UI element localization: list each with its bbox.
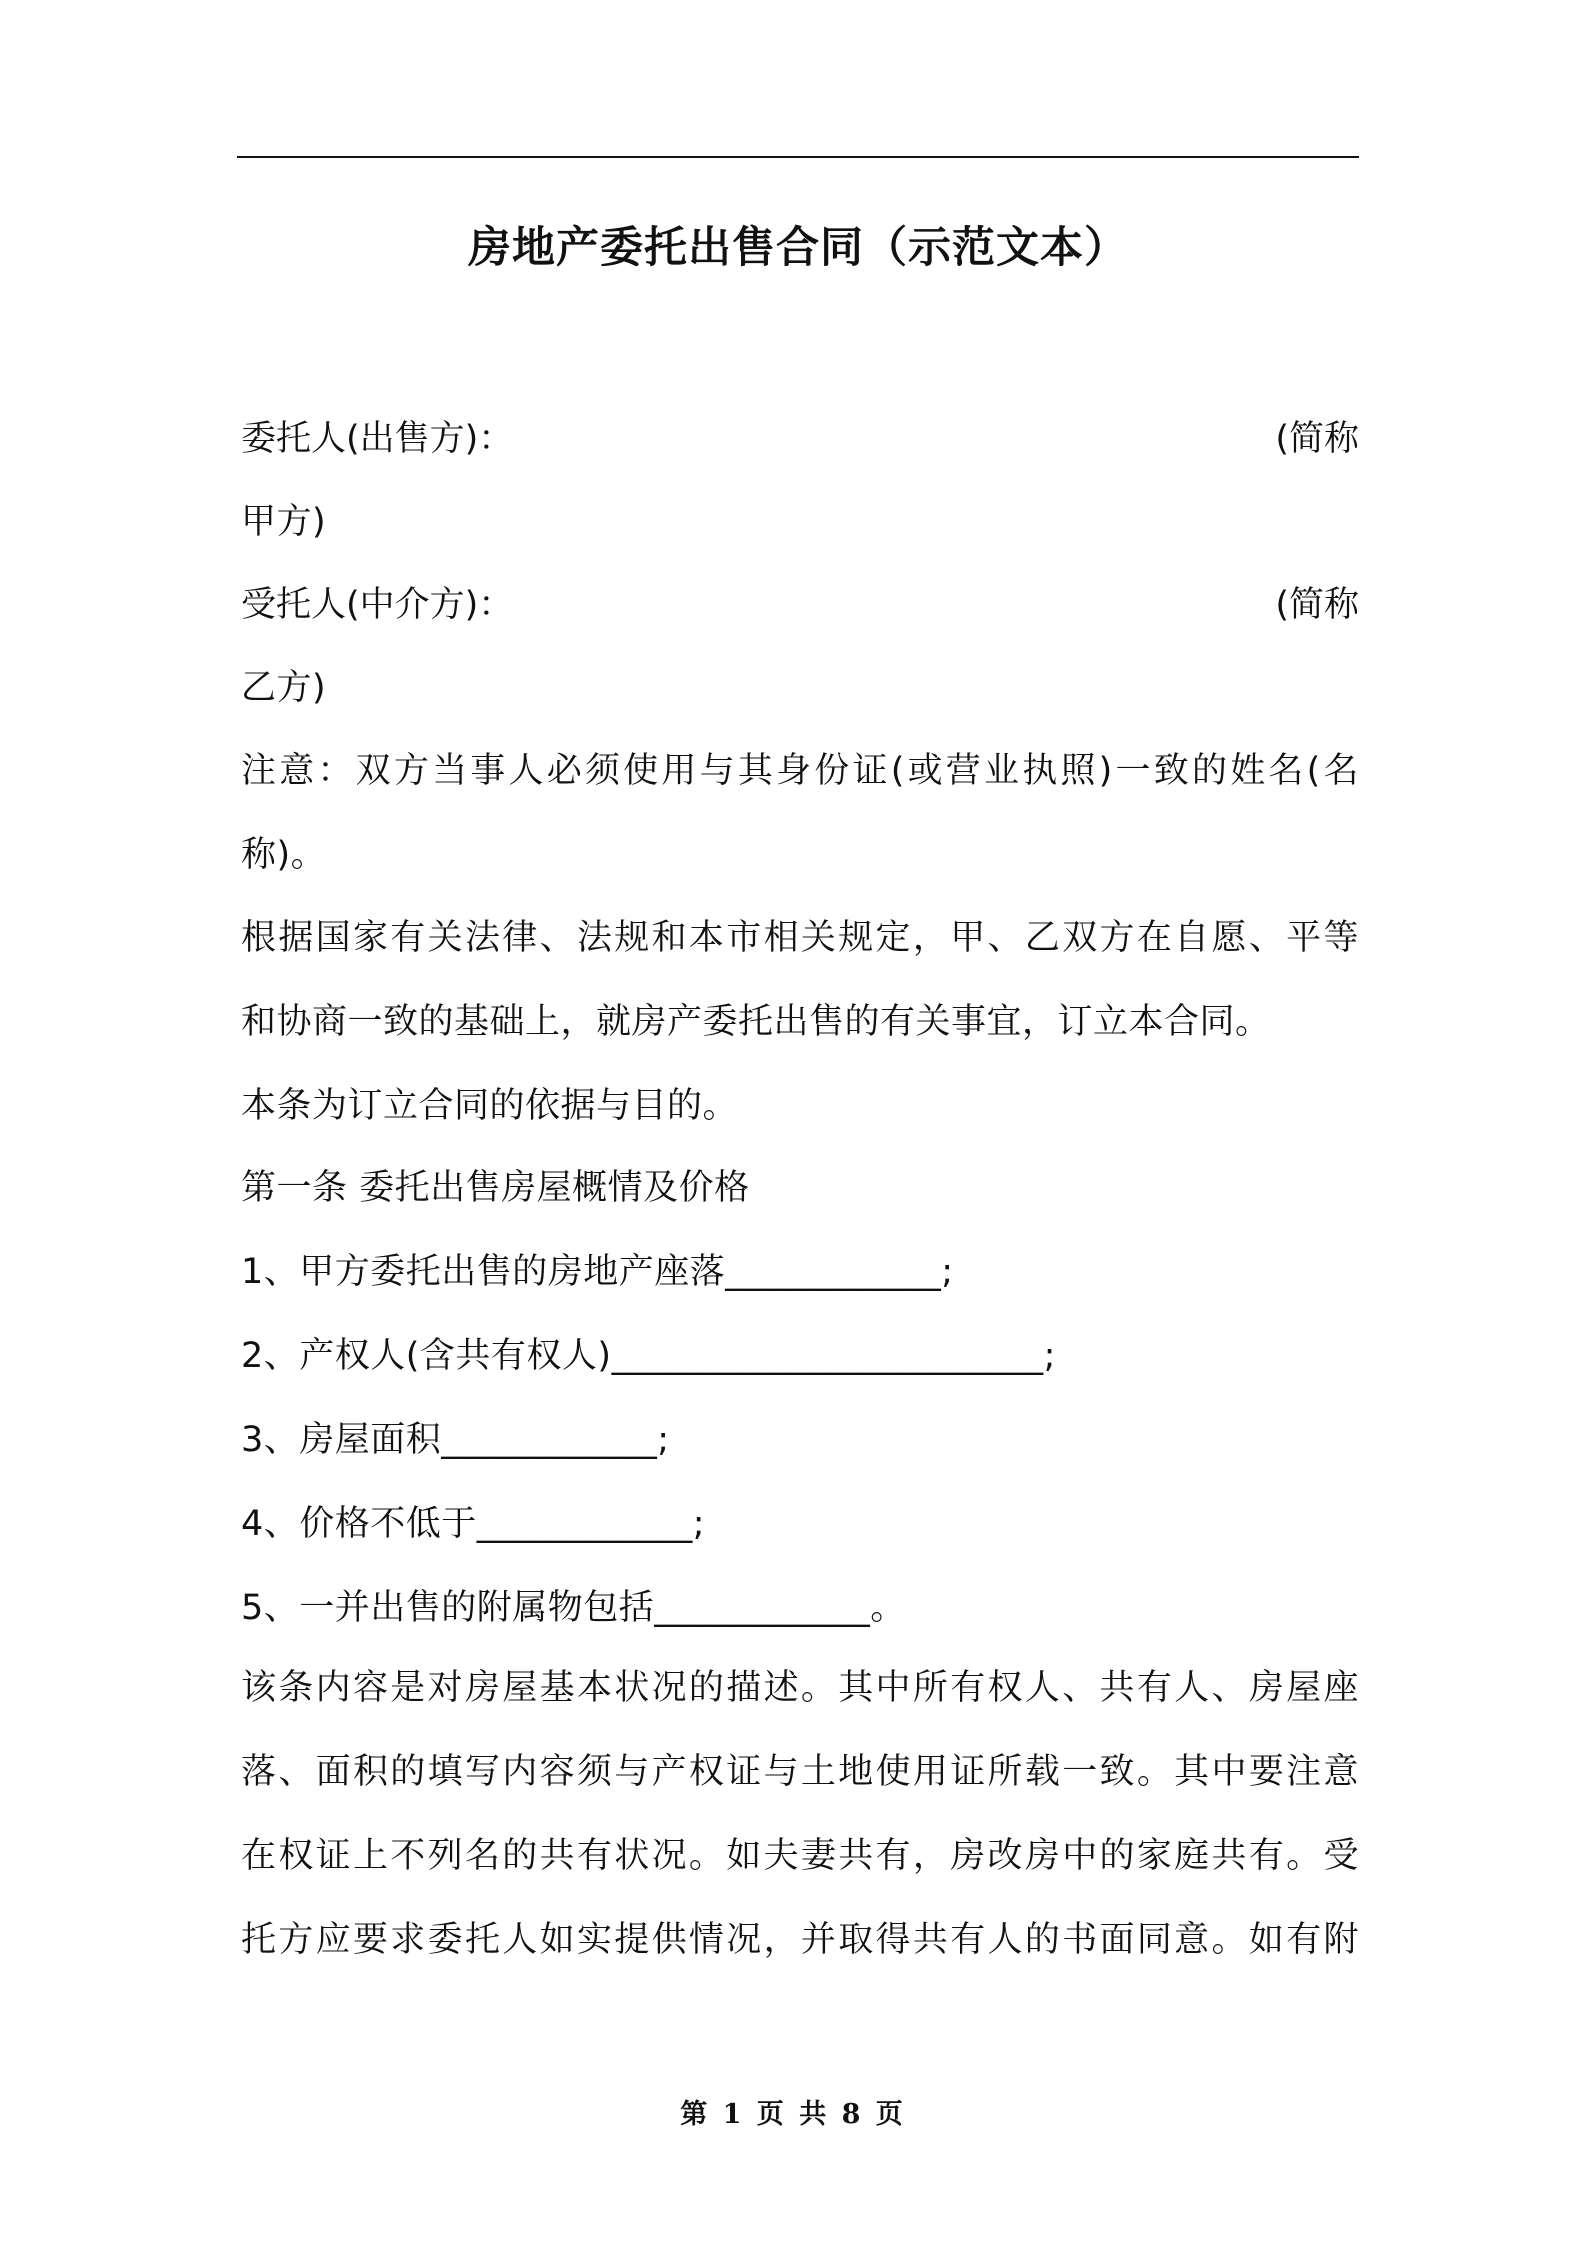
description-paragraph <box>241 1646 1359 1982</box>
client-abbreviation: (简称 <box>1275 419 1359 459</box>
header-rule <box>237 156 1359 158</box>
basis-paragraph <box>241 896 1359 1148</box>
notice-line-2: 称)。 <box>241 835 327 875</box>
description-line-1: 该条内容是对房屋基本状况的描述。其中所有权人、共有人、房屋座 <box>241 1668 1359 1708</box>
basis-note: 本条为订立合同的依据与目的。 <box>241 1086 739 1126</box>
client-label: 委托人(出售方)： <box>241 419 514 459</box>
description-line-2: 落、面积的填写内容须与产权证与土地使用证所载一致。其中要注意 <box>241 1752 1359 1792</box>
agent-row <box>241 563 1359 647</box>
notice-paragraph <box>241 729 1359 897</box>
article-1-item-1: 1、甲方委托出售的房地产座落____________; <box>241 1252 954 1292</box>
article-1-item-2: 2、产权人(含共有权人)________________________; <box>241 1336 1056 1376</box>
notice-line-1: 注意：双方当事人必须使用与其身份证(或营业执照)一致的姓名(名 <box>241 751 1359 791</box>
page-number-footer: 第 1 页 共 8 页 <box>680 2099 906 2130</box>
agent-abbreviation: (简称 <box>1275 585 1359 625</box>
article-1-item-3: 3、房屋面积____________; <box>241 1420 670 1460</box>
basis-line-2: 和协商一致的基础上，就房产委托出售的有关事宜，订立本合同。 <box>241 1002 1271 1042</box>
article-1 <box>241 1146 1359 1650</box>
document-title: 房地产委托出售合同（示范文本） <box>468 223 1128 273</box>
article-1-item-5: 5、一并出售的附属物包括____________。 <box>241 1588 906 1628</box>
article-1-heading: 第一条 委托出售房屋概情及价格 <box>241 1168 750 1208</box>
agent-label: 受托人(中介方)： <box>241 585 514 625</box>
client-row <box>241 397 1359 481</box>
description-line-3: 在权证上不列名的共有状况。如夫妻共有，房改房中的家庭共有。受 <box>241 1836 1359 1876</box>
description-line-4: 托方应要求委托人如实提供情况，并取得共有人的书面同意。如有附 <box>241 1920 1359 1960</box>
article-1-item-4: 4、价格不低于____________; <box>241 1504 706 1544</box>
agent-abbreviation-continued: 乙方) <box>241 668 327 708</box>
basis-line-1: 根据国家有关法律、法规和本市相关规定，甲、乙双方在自愿、平等 <box>241 918 1359 958</box>
client-abbreviation-continued: 甲方) <box>241 502 327 542</box>
